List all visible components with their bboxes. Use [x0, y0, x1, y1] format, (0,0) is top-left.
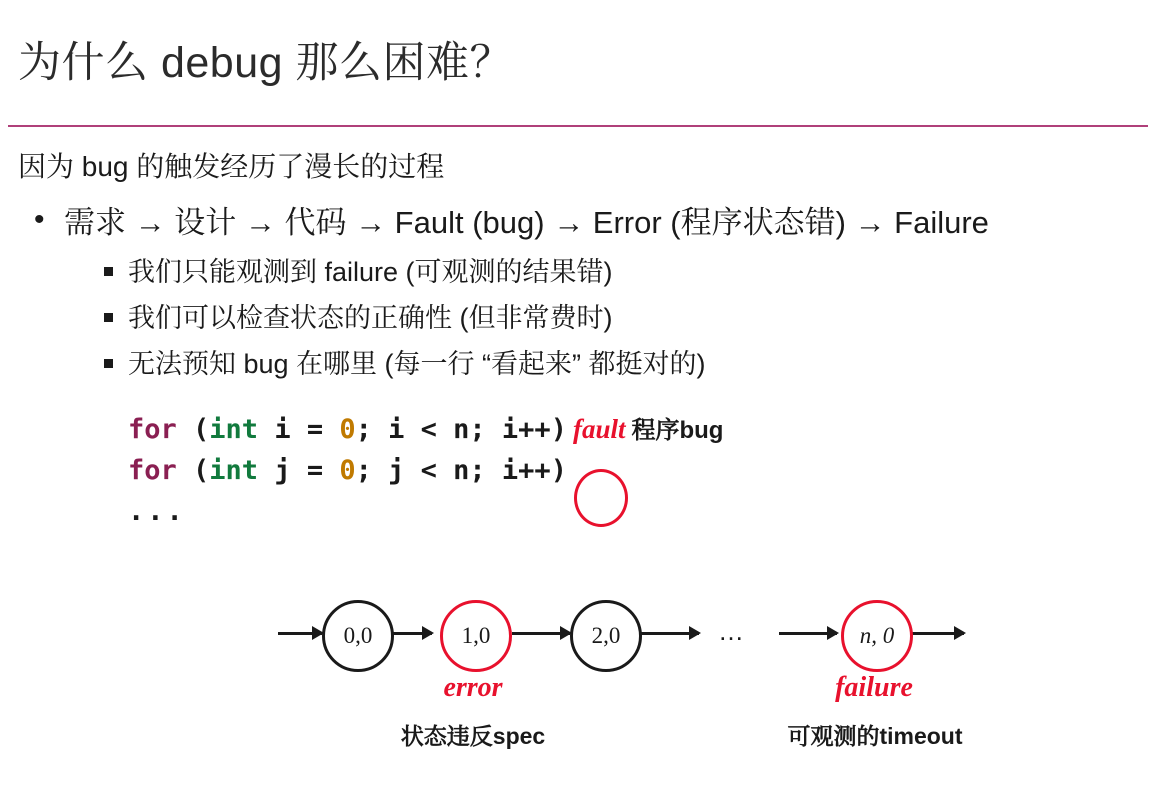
bullet-level2-text: 我们可以检查状态的正确性 (但非常费时): [128, 303, 613, 334]
list-item: [30, 202, 1154, 383]
state-node-label: 1,0: [461, 622, 491, 648]
code-text: ; i < n; i++): [355, 413, 567, 445]
arrow-icon: [641, 632, 699, 635]
code-text: i =: [258, 413, 340, 445]
literal-zero: 0: [339, 454, 356, 486]
state-node: [440, 600, 512, 672]
literal-zero: 0: [339, 413, 356, 445]
bullet-list-level2: [64, 254, 1154, 383]
list-item: [100, 346, 1154, 382]
annotation-fault: fault: [572, 413, 626, 444]
caption-error: 状态违反spec: [400, 722, 546, 749]
code-text: j =: [258, 454, 340, 486]
label-error: error: [443, 671, 503, 703]
code-line-3: ...: [128, 495, 186, 527]
keyword-for: for: [128, 413, 177, 445]
code-text: (: [176, 413, 210, 445]
arrow-icon: [779, 632, 837, 635]
arrow-icon: [278, 632, 322, 635]
page-title: 为什么 debug 那么困难？: [18, 38, 513, 87]
state-diagram: [0, 562, 1154, 752]
state-node: [322, 600, 394, 672]
label-failure: failure: [835, 671, 913, 703]
code-line-2: [128, 450, 1154, 491]
arrow-icon: [908, 632, 964, 635]
type-int: int: [209, 413, 259, 445]
bullet-list-level1: [0, 202, 1154, 383]
annotation-fault-cn: 程序bug: [631, 416, 724, 444]
bullet-level2-text: 无法预知 bug 在哪里 (每一行 “看起来” 都挺对的): [128, 349, 706, 380]
caption-failure: 可观测的timeout: [787, 722, 963, 749]
code-text: ; j < n; i++): [355, 454, 567, 486]
code-text: (: [176, 454, 210, 486]
state-node-label: 0,0: [343, 622, 373, 648]
state-node: [841, 600, 913, 672]
bullet-level1-text: 需求 → 设计 → 代码 → Fault (bug) → Error (程序状态错) → Failure: [64, 204, 989, 240]
state-node-label: n, 0: [859, 622, 895, 648]
arrow-icon: [392, 632, 432, 635]
lead-text: 因为 bug 的触发经历了漫长的过程: [18, 151, 445, 183]
type-int: int: [209, 454, 259, 486]
diagram-ellipsis: …: [718, 615, 747, 646]
state-node-label: 2,0: [591, 622, 621, 648]
bullet-level2-text: 我们只能观测到 failure (可观测的结果错): [128, 256, 613, 287]
list-item: [100, 300, 1154, 336]
code-snippet: [0, 409, 1154, 532]
state-node: [570, 600, 642, 672]
arrow-icon: [512, 632, 570, 635]
list-item: [100, 254, 1154, 290]
keyword-for: for: [128, 454, 177, 486]
code-line-1: [128, 409, 1154, 450]
